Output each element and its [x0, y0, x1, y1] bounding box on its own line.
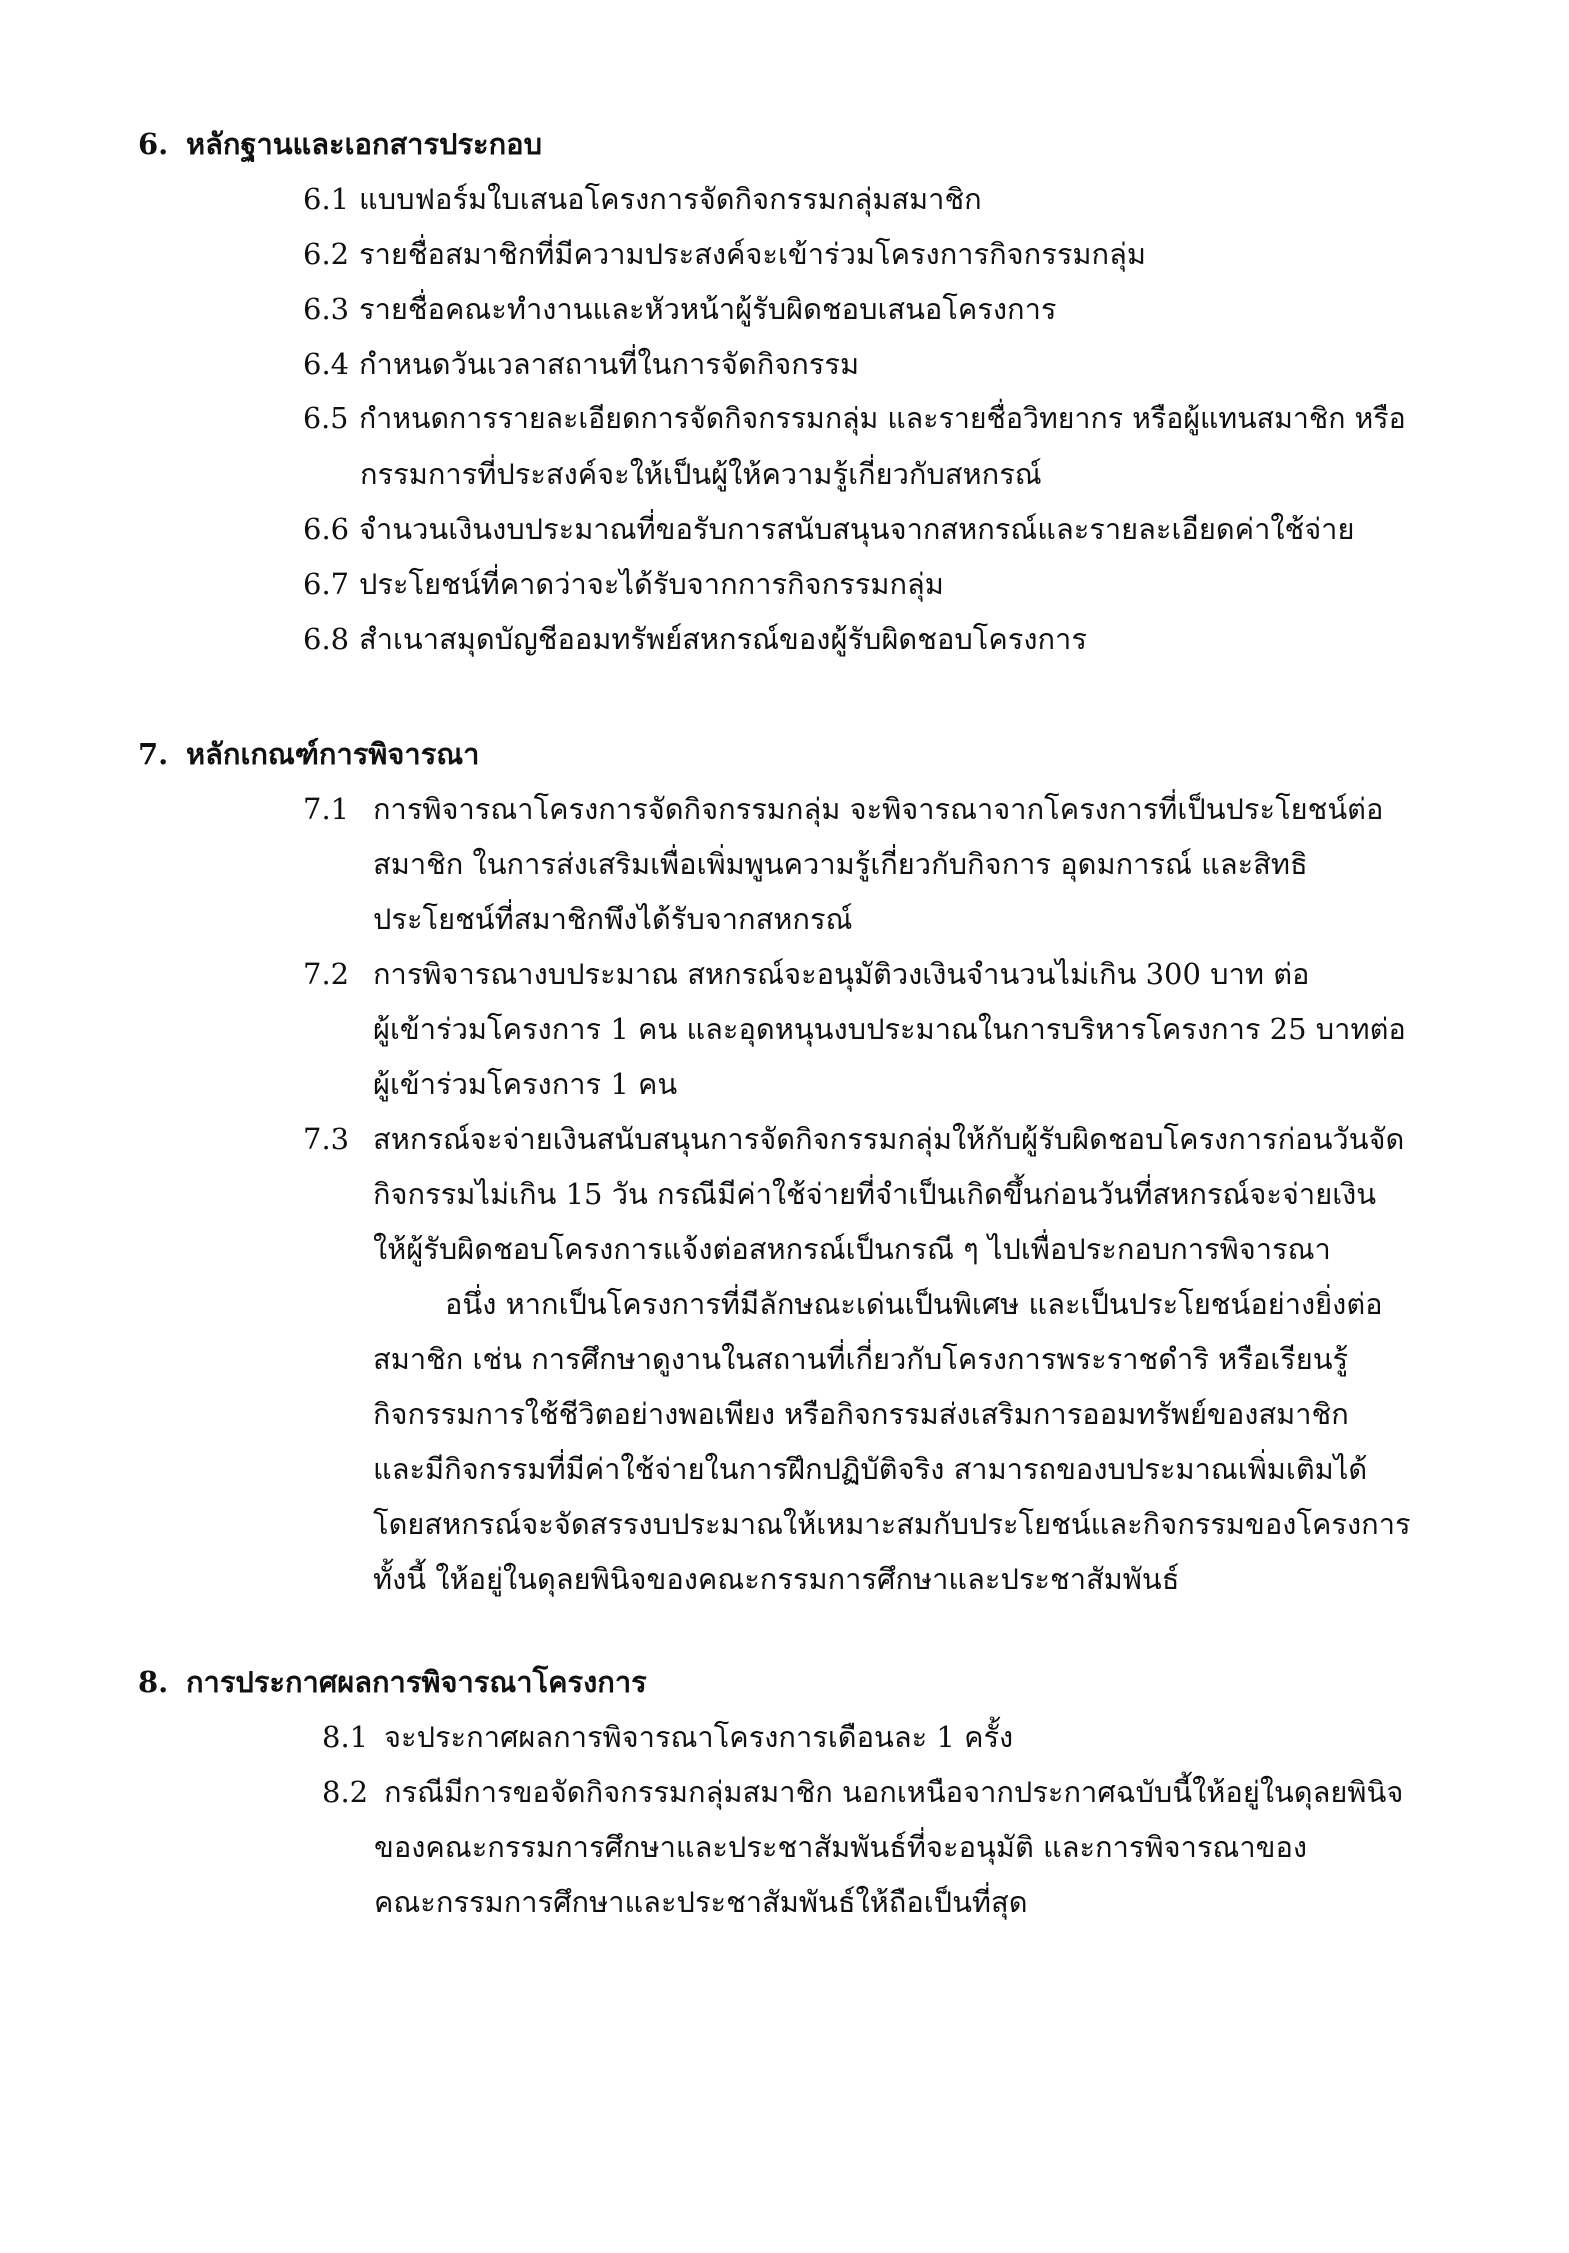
item-7-3-line-2: กิจกรรมไม่เกิน 15 วัน กรณีมีค่าใช้จ่ายที่จำเป็นเกิดขึ้นก่อนวันที่สหกรณ์จะจ่ายเงิน: [373, 1177, 1377, 1211]
item-6-5: [303, 402, 1406, 435]
section-7-number: 7.: [138, 737, 169, 771]
section-6-number: 6.: [138, 127, 169, 161]
section-8-number: 8.: [138, 1665, 169, 1699]
item-7-2: [303, 957, 1310, 991]
item-number: 7.3: [303, 1122, 350, 1156]
item-8-1: [322, 1720, 1014, 1754]
item-6-6: [303, 512, 1355, 546]
item-number: 6.7: [303, 567, 350, 601]
item-6-4: [303, 347, 860, 381]
section-7-heading: [138, 737, 480, 771]
item-7-2-line-2: ผู้เข้าร่วมโครงการ 1 คน และอุดหนุนงบประมาณในการบริหารโครงการ 25 บาทต่อ: [373, 1012, 1406, 1046]
item-7-2-line-3: ผู้เข้าร่วมโครงการ 1 คน: [373, 1067, 678, 1101]
item-number: 6.3: [303, 292, 350, 326]
item-number: 6.1: [303, 182, 350, 216]
item-7-3-line-8: โดยสหกรณ์จะจัดสรรงบประมาณให้เหมาะสมกับประโยชน์และกิจกรรมของโครงการ: [373, 1507, 1411, 1541]
item-7-3-line-3: ให้ผู้รับผิดชอบโครงการแจ้งต่อสหกรณ์เป็นกรณี ๆ ไปเพื่อประกอบการพิจารณา: [373, 1232, 1331, 1266]
item-text: รายชื่อคณะทำงานและหัวหน้าผู้รับผิดชอบเสนอโครงการ: [359, 292, 1057, 326]
item-text: สำเนาสมุดบัญชีออมทรัพย์สหกรณ์ของผู้รับผิดชอบโครงการ: [359, 622, 1087, 656]
section-8-heading: [138, 1665, 647, 1699]
item-6-1: [303, 182, 982, 216]
item-7-1: [303, 792, 1384, 826]
item-6-7: [303, 567, 944, 601]
item-text: แบบฟอร์มใบเสนอโครงการจัดกิจกรรมกลุ่มสมาชิก: [359, 182, 982, 216]
item-7-3-line-4: อนึ่ง หากเป็นโครงการที่มีลักษณะเด่นเป็นพิเศษ และเป็นประโยชน์อย่างยิ่งต่อ: [445, 1287, 1383, 1321]
item-number: 8.1: [322, 1720, 369, 1754]
item-number: 6.5: [303, 402, 349, 435]
item-number: 6.8: [303, 622, 350, 656]
item-6-8: [303, 622, 1087, 656]
item-text: จะประกาศผลการพิจารณาโครงการเดือนละ 1 ครั้ง: [384, 1720, 1014, 1754]
section-7-title: หลักเกณฑ์การพิจารณา: [186, 737, 480, 771]
section-8-title: การประกาศผลการพิจารณาโครงการ: [186, 1665, 647, 1699]
item-text: กำหนดวันเวลาสถานที่ในการจัดกิจกรรม: [359, 347, 860, 381]
item-number: 6.4: [303, 347, 350, 381]
item-6-3: [303, 292, 1057, 326]
item-text: จำนวนเงินงบประมาณที่ขอรับการสนับสนุนจากสหกรณ์และรายละเอียดค่าใช้จ่าย: [359, 512, 1355, 546]
item-text: สหกรณ์จะจ่ายเงินสนับสนุนการจัดกิจกรรมกลุ่มให้กับผู้รับผิดชอบโครงการก่อนวันจัด: [373, 1122, 1405, 1156]
item-7-3-line-9: ทั้งนี้ ให้อยู่ในดุลยพินิจของคณะกรรมการศึกษาและประชาสัมพันธ์: [373, 1562, 1180, 1596]
item-7-1-line-3: ประโยชน์ที่สมาชิกพึงได้รับจากสหกรณ์: [373, 902, 853, 936]
item-7-3-line-7: และมีกิจกรรมที่มีค่าใช้จ่ายในการฝึกปฏิบัติจริง สามารถของบประมาณเพิ่มเติมได้: [373, 1452, 1368, 1486]
item-text: ประโยชน์ที่คาดว่าจะได้รับจากการกิจกรรมกลุ่ม: [359, 567, 944, 601]
item-6-5-continuation: กรรมการที่ประสงค์จะให้เป็นผู้ให้ความรู้เกี่ยวกับสหกรณ์: [360, 457, 1042, 491]
item-8-2-line-2: ของคณะกรรมการศึกษาและประชาสัมพันธ์ที่จะอนุมัติ และการพิจารณาของ: [374, 1830, 1308, 1864]
item-text: กรณีมีการขอจัดกิจกรรมกลุ่มสมาชิก นอกเหนือจากประกาศฉบับนี้ให้อยู่ในดุลยพินิจ: [384, 1775, 1404, 1809]
item-text: การพิจารณาโครงการจัดกิจกรรมกลุ่ม จะพิจารณาจากโครงการที่เป็นประโยชน์ต่อ: [373, 792, 1384, 826]
item-8-2: [322, 1775, 1404, 1809]
item-text: กำหนดการรายละเอียดการจัดกิจกรรมกลุ่ม และรายชื่อวิทยากร หรือผู้แทนสมาชิก หรือ: [359, 402, 1406, 435]
item-6-2: [303, 237, 1146, 271]
item-number: 8.2: [322, 1775, 369, 1809]
item-8-2-line-3: คณะกรรมการศึกษาและประชาสัมพันธ์ให้ถือเป็นที่สุด: [374, 1885, 1028, 1919]
item-text: การพิจารณางบประมาณ สหกรณ์จะอนุมัติวงเงินจำนวนไม่เกิน 300 บาท ต่อ: [373, 957, 1310, 991]
item-7-3-line-6: กิจกรรมการใช้ชีวิตอย่างพอเพียง หรือกิจกรรมส่งเสริมการออมทรัพย์ของสมาชิก: [373, 1397, 1349, 1431]
item-text: รายชื่อสมาชิกที่มีความประสงค์จะเข้าร่วมโครงการกิจกรรมกลุ่ม: [359, 237, 1146, 271]
item-number: 6.6: [303, 512, 350, 546]
section-6-title: หลักฐานและเอกสารประกอบ: [186, 127, 542, 161]
item-7-1-line-2: สมาชิก ในการส่งเสริมเพื่อเพิ่มพูนความรู้เกี่ยวกับกิจการ อุดมการณ์ และสิทธิ: [373, 847, 1308, 881]
item-7-3-line-5: สมาชิก เช่น การศึกษาดูงานในสถานที่เกี่ยวกับโครงการพระราชดำริ หรือเรียนรู้: [373, 1342, 1349, 1376]
item-number: 7.2: [303, 957, 350, 991]
item-number: 6.2: [303, 237, 350, 271]
item-number: 7.1: [303, 792, 350, 826]
item-7-3: [303, 1122, 1405, 1156]
section-6-heading: [138, 127, 542, 161]
